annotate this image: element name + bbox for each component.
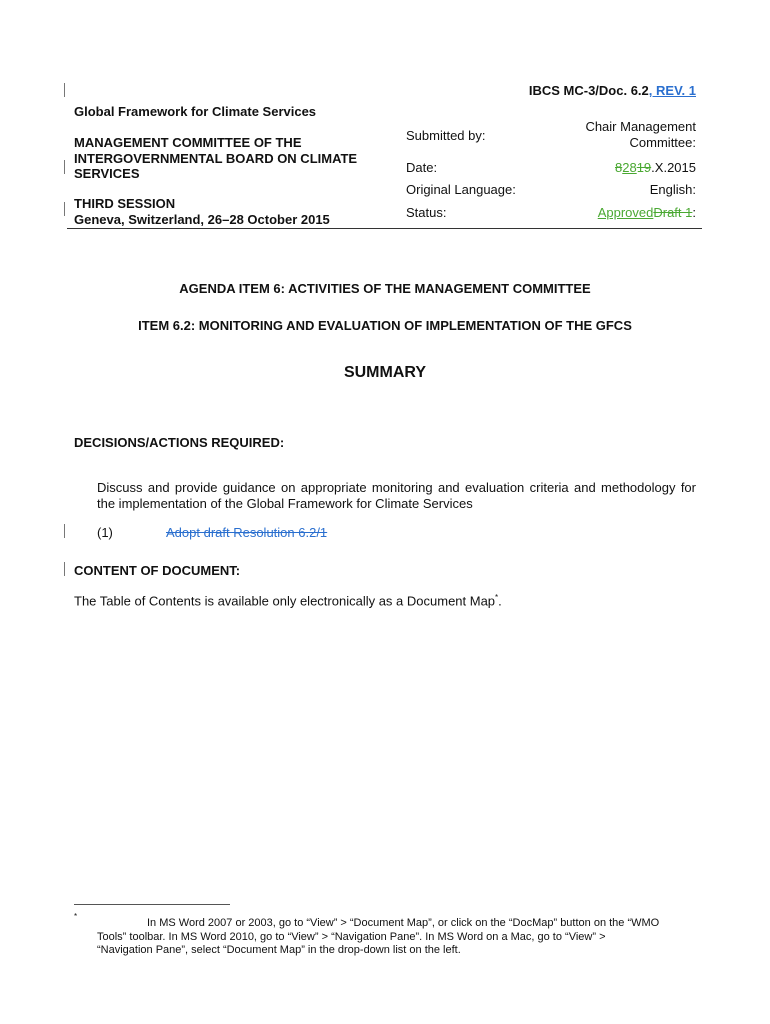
change-bar <box>64 524 65 538</box>
status-label: Status: <box>406 205 447 220</box>
list-number: (1) <box>97 525 113 540</box>
committee-name: MANAGEMENT COMMITTEE OF THE INTERGOVERNMENTAL BOARD ON CLIMATE SERVICES <box>74 135 358 181</box>
session-title: THIRD SESSION <box>74 196 176 211</box>
item-title: ITEM 6.2: MONITORING AND EVALUATION OF IMPLEMENTATION OF THE GFCS <box>138 318 632 333</box>
decisions-text: Discuss and provide guidance on appropriate monitoring and evaluation criteria and methodology for the implementation of the Global Framework for Climate Services <box>97 480 696 511</box>
content-heading: CONTENT OF DOCUMENT: <box>74 563 241 578</box>
date-label: Date: <box>406 160 438 175</box>
header-divider <box>67 228 702 229</box>
change-bar <box>64 160 65 174</box>
date-value: 82819.X.2015 <box>615 160 696 175</box>
deleted-resolution-text: Adopt draft Resolution 6.2/1 <box>166 525 328 540</box>
change-bar <box>64 202 65 216</box>
summary-heading: SUMMARY <box>343 364 427 381</box>
change-bar <box>64 562 65 576</box>
submitted-by-label: Submitted by: <box>406 128 486 143</box>
session-location: Geneva, Switzerland, 26–28 October 2015 <box>74 212 330 227</box>
footnote-line: Tools” toolbar. In MS Word 2010, go to “View” > “Navigation Pane”. In MS Word on a Mac, go to “View” > <box>97 931 606 943</box>
document-reference: IBCS MC-3/Doc. 6.2, REV. 1 <box>528 83 696 98</box>
decisions-heading: DECISIONS/ACTIONS REQUIRED: <box>74 435 285 450</box>
submitted-by-value: Chair Management Committee: <box>585 119 696 150</box>
organization-name: Global Framework for Climate Services <box>74 104 317 119</box>
footnote-line: “Navigation Pane”, select “Document Map” in the drop-down list on the left. <box>97 944 461 956</box>
footnote-mark: * <box>74 912 78 921</box>
language-label: Original Language: <box>406 182 516 197</box>
footnote-reference: * <box>495 593 499 602</box>
agenda-item-title: AGENDA ITEM 6: ACTIVITIES OF THE MANAGEMENT COMMITTEE <box>179 281 591 296</box>
language-value: English: <box>649 182 696 197</box>
change-bar <box>64 83 65 97</box>
footnote-separator <box>74 904 230 905</box>
content-text: The Table of Contents is available only electronically as a Document Map*. <box>74 593 502 609</box>
status-value: ApprovedDraft 1: <box>597 205 696 220</box>
footnote-line: In MS Word 2007 or 2003, go to “View” > “Document Map”, or click on the “DocMap” button on the “WMO <box>147 917 660 929</box>
